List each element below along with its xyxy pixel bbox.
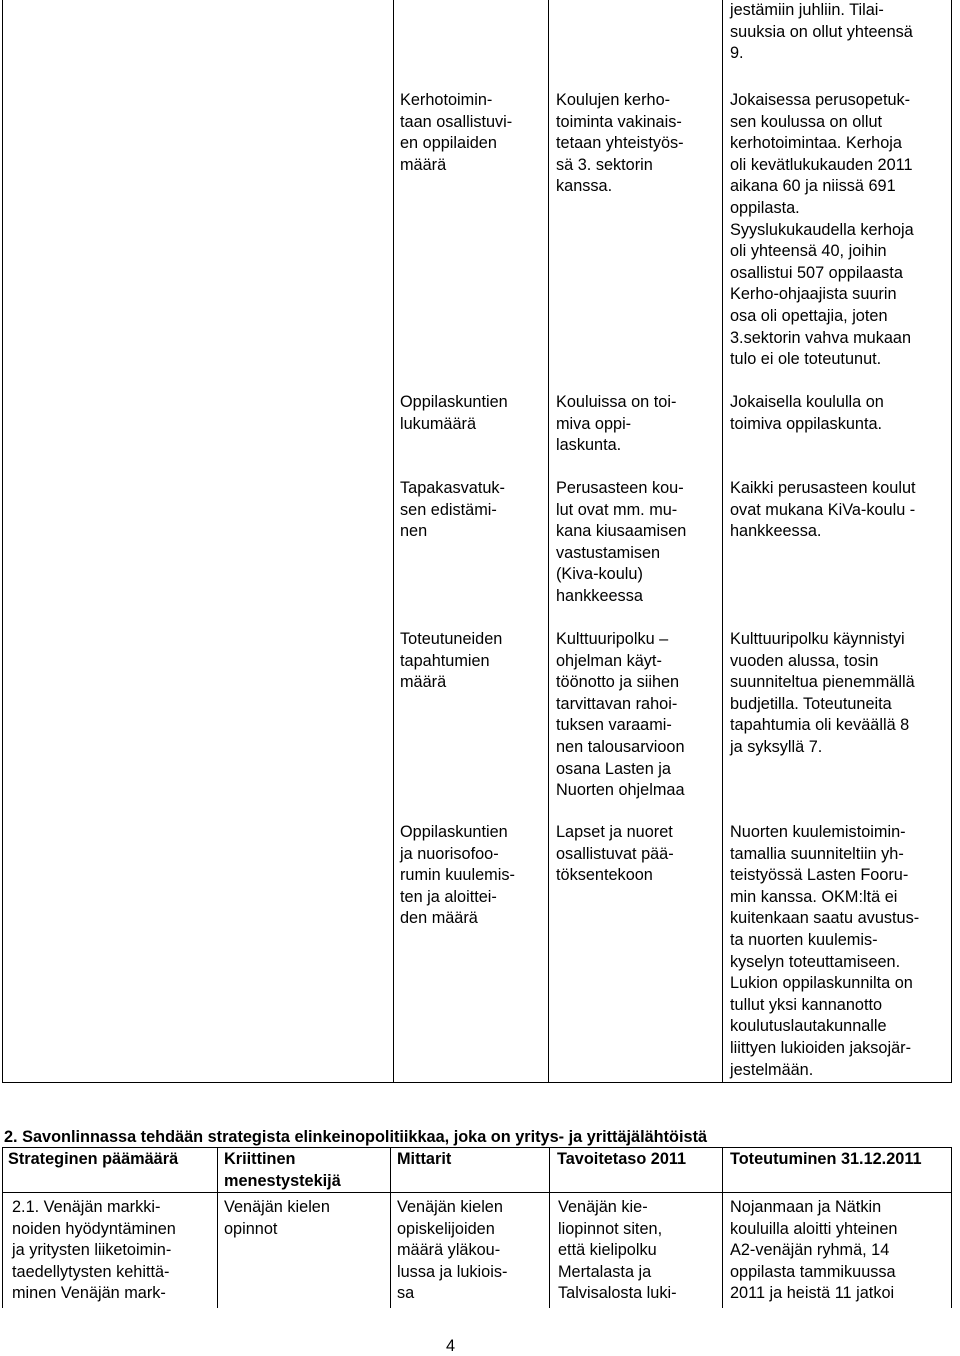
table1-row4-result: Kulttuuripolku käynnistyi vuoden alussa, tosin suunniteltua pienemmällä budjetilla. Toteutuneita tapahtumia oli keväällä 8 ja syksyllä 7. (730, 630, 915, 756)
table2-header-goal: Strateginen päämäärä (8, 1150, 179, 1168)
table2-border-top (2, 1147, 952, 1148)
table2-row-target: Venäjän kie- liopinnot siten, että kielipolku Mertalasta ja Talvisalosta luki- (558, 1198, 677, 1303)
table1-border-bottom (2, 1082, 952, 1083)
table2-border-col5 (722, 1147, 723, 1308)
table2-border-left (2, 1147, 3, 1308)
table1-border-col2 (548, 0, 549, 1083)
table2-row-goal: 2.1. Venäjän markki- noiden hyödyntäminen ja yritysten liiketoimin- taedellytysten kehittä- minen Venäjän mark- (12, 1198, 176, 1303)
table1-row5-indicator: Oppilaskuntien ja nuorisofoo- rumin kuulemis- ten ja aloittei- den määrä (400, 823, 515, 928)
table1-row4-indicator: Toteutuneiden tapahtumien määrä (400, 630, 503, 692)
table1-row2-target: Kouluissa on toi- miva oppi- laskunta. (556, 393, 677, 455)
table1-row5-target: Lapset ja nuoret osallistuvat pää- töksentekoon (556, 823, 674, 885)
table2-border-col3 (390, 1147, 391, 1308)
table1-border-left (393, 0, 394, 1083)
page-number: 4 (446, 1337, 456, 1355)
table1-row1-target: Koulujen kerho- toiminta vakinais- tetaan yhteistyös- sä 3. sektorin kanssa. (556, 91, 684, 196)
table1-border-right (951, 0, 952, 1083)
table2-row-indicator: Venäjän kielen opiskelijoiden määrä yläkou- lussa ja lukiois- sa (397, 1198, 508, 1303)
table1-row2-indicator: Oppilaskuntien lukumäärä (400, 393, 508, 433)
table1-row5-result: Nuorten kuulemistoimin- tamallia suunniteltiin yh- teistyössä Lasten Fooru- min kanssa. OKM:ltä ei kuitenkaan saatu avustus- ta nuorten kuulemis- kyselyn toteuttamiseen. Lukion oppilaskunnilta on tullut yksi kannanotto koulutuslautakunnalle liittyen lukioiden jaksojär- jestelmään. (730, 823, 920, 1079)
table1-continuation-text: jestämiin juhliin. Tilai- suuksia on ollut yhteensä 9. (730, 1, 913, 62)
table2-header-factor: Kriittinen menestystekijä (224, 1150, 341, 1190)
table1-border-far-left (2, 0, 3, 1083)
table1-row1-result: Jokaisessa perusopetuk- sen koulussa on ollut kerhotoimintaa. Kerhoja oli kevätlukukauden 2011 aikana 60 ja niissä 691 oppilasta. Syyslukukaudella kerhoja oli yhteensä 40, joihin osallistui 507 oppilaasta Kerho-ohjaajista suurin osa oli opettajia, joten 3.sektorin vahva mukaan tulo ei ole toteutunut. (730, 91, 914, 369)
table1-row3-target: Perusasteen kou- lut ovat mm. mu- kana kiusaamisen vastustamisen (Kiva-koulu) hankkeessa (556, 479, 687, 605)
table2-border-col4 (549, 1147, 550, 1308)
table1-border-col3 (722, 0, 723, 1083)
table1-row4-target: Kulttuuripolku – ohjelman käyt- töönotto ja siihen tarvittavan rahoi- tuksen varaami- nen talousarvioon osana Lasten ja Nuorten ohjelmaa (556, 630, 685, 800)
table2-row-factor: Venäjän kielen opinnot (224, 1198, 330, 1238)
table2-header-bottom (2, 1192, 952, 1193)
table1-row3-result: Kaikki perusasteen koulut ovat mukana KiVa-koulu - hankkeessa. (730, 479, 916, 541)
table1-row3-indicator: Tapakasvatuk- sen edistämi- nen (400, 479, 505, 541)
table1-row1-indicator: Kerhotoimin- taan osallistuvi- en oppilaiden määrä (400, 91, 513, 174)
table1-row2-result: Jokaisella koululla on toimiva oppilaskunta. (730, 393, 884, 433)
table2-header-indicators: Mittarit (397, 1150, 452, 1168)
table2-header-target: Tavoitetaso 2011 (557, 1150, 687, 1168)
table2-header-result: Toteutuminen 31.12.2011 (730, 1150, 922, 1168)
table2-row-result: Nojanmaan ja Nätkin kouluilla aloitti yhteinen A2-venäjän ryhmä, 14 oppilasta tammikuussa 2011 ja heistä 11 jatkoi (730, 1198, 898, 1303)
section2-heading: 2. Savonlinnassa tehdään strategista elinkeinopolitiikkaa, joka on yritys- ja yrittäjälähtöistä (4, 1128, 708, 1146)
table2-border-right (951, 1147, 952, 1308)
table2-border-col2 (217, 1147, 218, 1308)
